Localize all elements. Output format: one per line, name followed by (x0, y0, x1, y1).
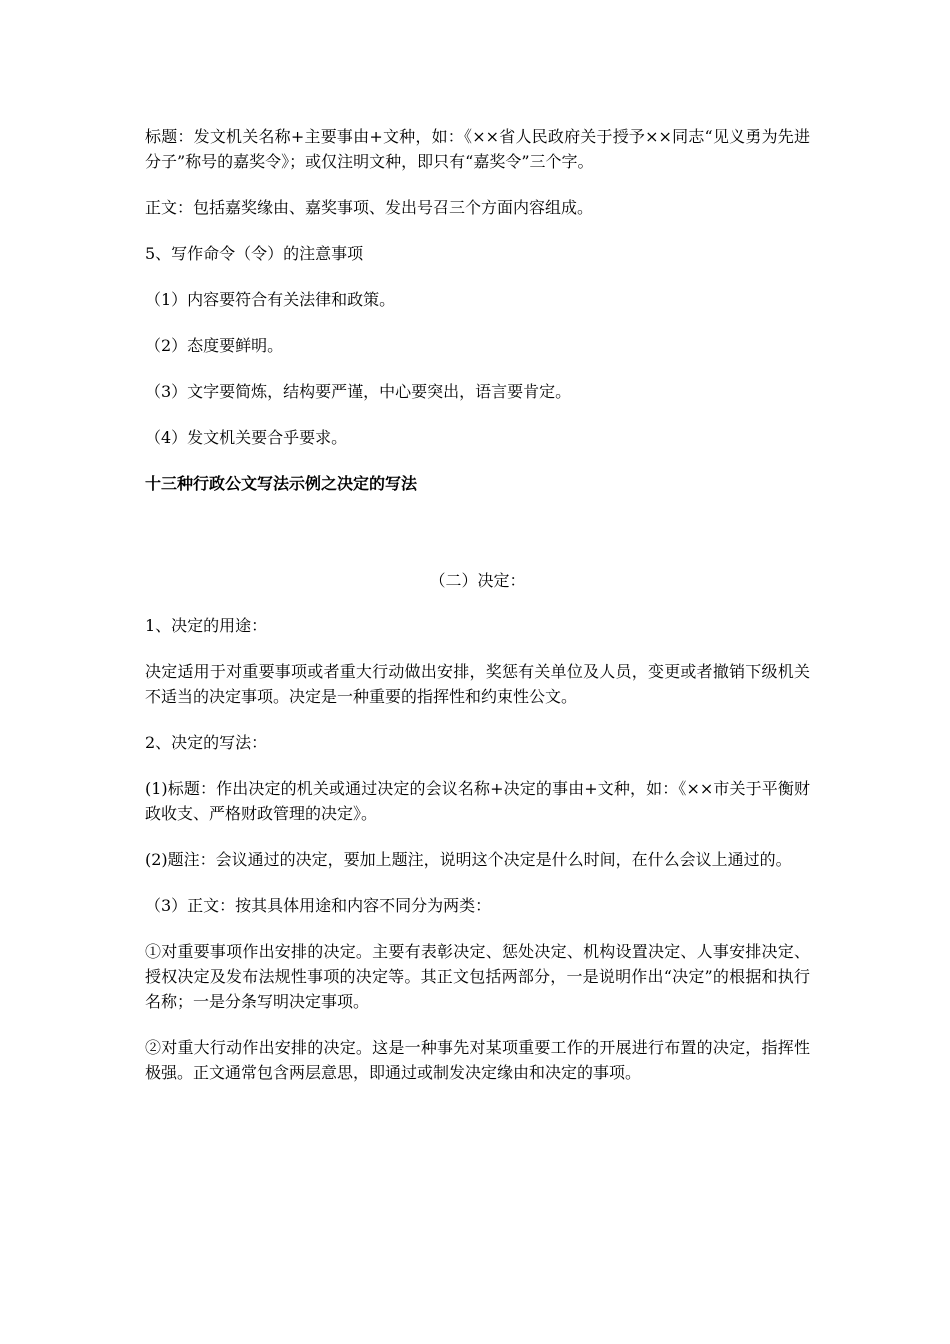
paragraph-award-body: 正文：包括嘉奖缘由、嘉奖事项、发出号召三个方面内容组成。 (145, 198, 594, 217)
paragraph-note-4: （4）发文机关要合乎要求。 (145, 428, 348, 447)
paragraph-type-2: ②对重大行动作出安排的决定。这是一种事先对某项重要工作的开展进行布置的决定，指挥性极强。正文通常包含两层意思，即通过或制发决定缘由和决定的事项。 (145, 1038, 810, 1082)
paragraph-note-2: （2）态度要鲜明。 (145, 336, 284, 355)
paragraph-writing-annotation: (2)题注：会议通过的决定，要加上题注，说明这个决定是什么时间，在什么会议上通过的。 (145, 850, 792, 869)
paragraph-type-1: ①对重要事项作出安排的决定。主要有表彰决定、惩处决定、机构设置决定、人事安排决定、授权决定及发布法规性事项的决定等。其正文包括两部分，一是说明作出“决定”的根据和执行名称；一是分条写明决定事项。 (145, 942, 810, 1011)
paragraph-purpose-body: 决定适用于对重要事项或者重大行动做出安排，奖惩有关单位及人员，变更或者撤销下级机关不适当的决定事项。决定是一种重要的指挥性和约束性公文。 (145, 662, 810, 706)
paragraph-writing-heading: 2、决定的写法： (145, 733, 268, 752)
paragraph-writing-body: （3）正文：按其具体用途和内容不同分为两类： (145, 896, 492, 915)
paragraph-note-1: （1）内容要符合有关法律和政策。 (145, 290, 396, 309)
paragraph-writing-title: (1)标题：作出决定的机关或通过决定的会议名称+决定的事由+文种，如：《××市关于平衡财政收支、严格财政管理的决定》。 (145, 779, 810, 823)
centered-title: （二）决定： (429, 571, 526, 590)
paragraph-purpose-heading: 1、决定的用途： (145, 616, 268, 635)
paragraph-notes-heading: 5、写作命令（令）的注意事项 (145, 244, 364, 263)
document-page (145, 124, 810, 1106)
paragraph-note-3: （3）文字要简炼，结构要严谨，中心要突出，语言要肯定。 (145, 382, 572, 401)
section-heading: 十三种行政公文写法示例之决定的写法 (145, 474, 418, 493)
paragraph-award-title: 标题：发文机关名称+主要事由+文种，如：《××省人民政府关于授予××同志“见义勇为先进分子”称号的嘉奖令》；或仅注明文种，即只有“嘉奖令”三个字。 (145, 127, 810, 171)
